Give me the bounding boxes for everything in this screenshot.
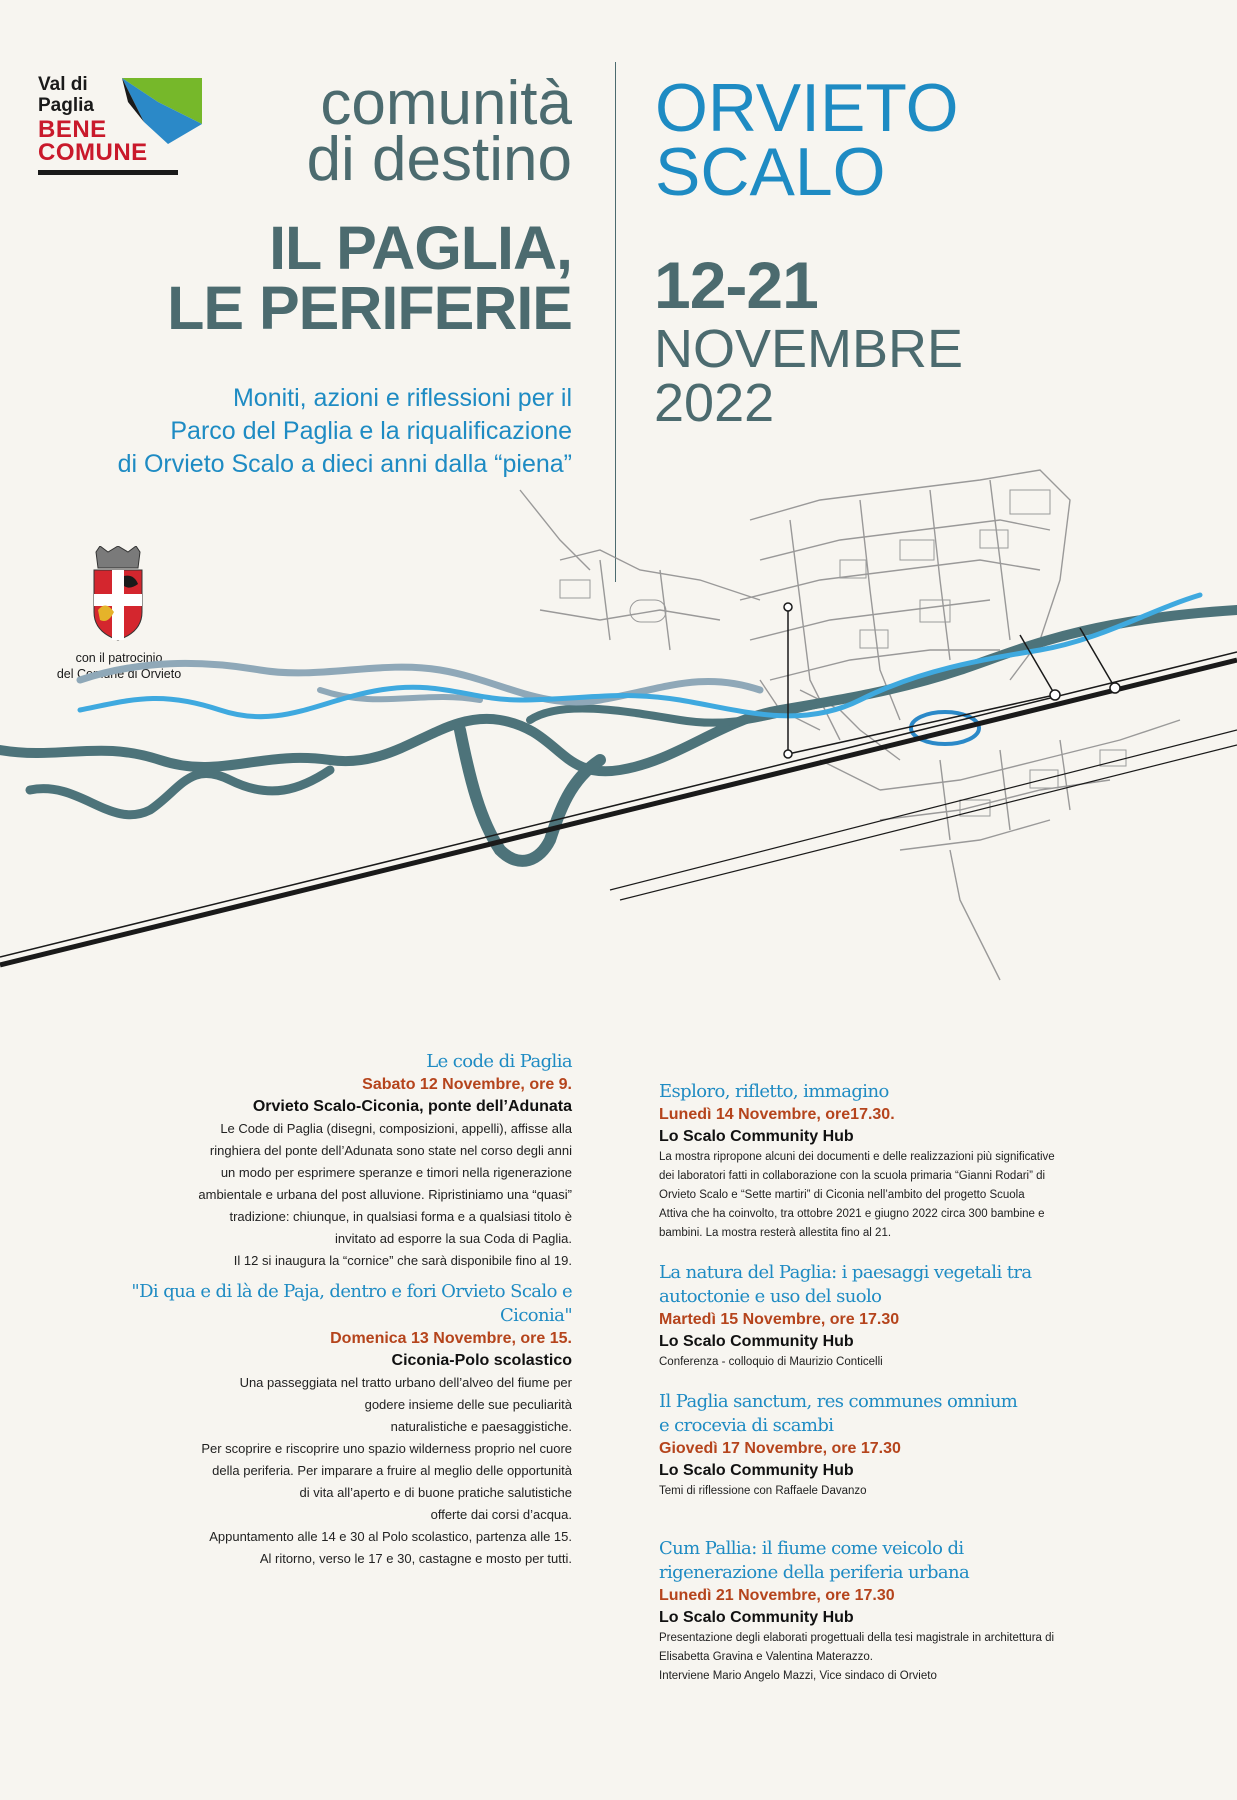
event-date: Martedì 15 Novembre, ore 17.30 — [659, 1311, 900, 1328]
event-title: Il Paglia sanctum, res communes omnium e crocevia di scambi — [659, 1391, 1018, 1436]
subtitle-line2: di destino — [306, 125, 572, 194]
event-body-line: ambientale e urbana del post alluvione. Ripristiniamo una “quasi” — [198, 1187, 572, 1202]
title-line2: LE PERIFERIE — [167, 274, 572, 342]
event-esploro — [659, 1080, 1159, 1243]
event-body-line: Orvieto Scalo e “Sette martiri” di Ciconia nell’ambito del progetto Scuola — [659, 1189, 1025, 1201]
event-body-line: naturalistiche e paesaggistiche. — [390, 1419, 572, 1434]
event-place: Orvieto Scalo-Ciconia, ponte dell’Adunata — [252, 1098, 572, 1115]
event-title: "Di qua e di là de Paja, dentro e fori Orvieto Scalo e Ciconia" — [131, 1281, 572, 1326]
event-title: Le code di Paglia — [426, 1051, 572, 1072]
val-di-paglia-logo — [38, 74, 208, 184]
event-body-line: un modo per esprimere speranze e timori nella rigenerazione — [220, 1165, 572, 1180]
event-paglia-sanctum — [659, 1390, 1159, 1501]
event-place: Lo Scalo Community Hub — [659, 1462, 854, 1479]
event-body-line: della periferia. Per imparare a fruire al meglio delle opportunità — [212, 1463, 572, 1478]
desc-line1: Moniti, azioni e riflessioni per il — [232, 384, 572, 412]
event-date: Domenica 13 Novembre, ore 15. — [330, 1330, 572, 1347]
event-body-line: Una passeggiata nel tratto urbano dell’alveo del fiume per — [239, 1375, 572, 1390]
event-description — [659, 1482, 1159, 1501]
event-description — [659, 1353, 1159, 1372]
right-events-column — [659, 1080, 1159, 1694]
location-title — [655, 70, 959, 210]
event-date: Lunedì 14 Novembre, ore17.30. — [659, 1106, 895, 1123]
road-markers — [784, 603, 1120, 758]
location-line1: ORVIETO — [655, 70, 959, 146]
event-place: Lo Scalo Community Hub — [659, 1128, 854, 1145]
event-body-line: di vita all’aperto e di buone pratiche salutistiche — [299, 1485, 572, 1500]
event-body-line: Conferenza - colloquio di Maurizio Conticelli — [659, 1356, 883, 1368]
event-description — [659, 1629, 1159, 1686]
event-body-line: invitato ad esporre la sua Coda di Paglia. — [334, 1231, 572, 1246]
event-body-line: Attiva che ha coinvolto, tra ottobre 2021 e giugno 2022 circa 300 bambine e — [659, 1208, 1045, 1220]
event-natura-paglia — [659, 1261, 1159, 1372]
event-code-di-paglia — [100, 1050, 572, 1272]
subtitle-line1: comunità — [320, 69, 572, 138]
event-body-line: La mostra ripropone alcuni dei documenti e delle realizzazioni più significative — [659, 1151, 1055, 1163]
event-date: Sabato 12 Novembre, ore 9. — [362, 1076, 572, 1093]
main-title — [150, 214, 572, 342]
river-map-illustration — [0, 460, 1237, 1080]
event-body-line: Appuntamento alle 14 e 30 al Polo scolastico, partenza alle 15. — [209, 1529, 572, 1544]
event-date: Giovedì 17 Novembre, ore 17.30 — [659, 1440, 901, 1457]
event-body-line: Al ritorno, verso le 17 e 30, castagne e mosto per tutti. — [259, 1551, 572, 1566]
event-place: Ciconia-Polo scolastico — [391, 1352, 572, 1369]
logo-wordmark — [38, 74, 94, 116]
event-body-line: Interviene Mario Angelo Mazzi, Vice sindaco di Orvieto — [659, 1670, 937, 1682]
event-place: Lo Scalo Community Hub — [659, 1333, 854, 1350]
event-description — [659, 1148, 1159, 1243]
event-description — [100, 1118, 572, 1272]
event-body-line: bambini. La mostra resterà allestita fino al 21. — [659, 1227, 892, 1239]
event-cum-pallia — [659, 1537, 1159, 1686]
patrocinio-line1: con il patrocinio — [75, 651, 163, 665]
title-line1: IL PAGLIA, — [269, 214, 572, 282]
desc-line3: di Orvieto Scalo a dieci anni dalla “piena” — [117, 450, 572, 478]
logo-line3: BENE — [38, 116, 107, 143]
event-title: Esploro, rifletto, immagino — [659, 1081, 889, 1102]
event-body-line: offerte dai corsi d’acqua. — [430, 1507, 572, 1522]
event-body-line: Temi di riflessione con Raffaele Davanzo — [659, 1485, 867, 1497]
event-body-line: Elisabetta Gravina e Valentina Materazzo. — [659, 1651, 873, 1663]
logo-flag-icon — [118, 78, 208, 148]
subtitle-comunita — [200, 69, 572, 194]
town-street-grid — [520, 470, 1180, 980]
event-body-line: dei laboratori fatti in collaborazione con la scuola primaria “Gianni Rodari” di — [659, 1170, 1046, 1182]
date-month: NOVEMBRE — [654, 319, 964, 379]
event-title: Cum Pallia: il fiume come veicolo di rigenerazione della periferia urbana — [659, 1538, 970, 1583]
event-body-line: Presentazione degli elaborati progettuali della tesi magistrale in architettura di — [659, 1632, 1055, 1644]
left-events-column — [100, 1050, 572, 1578]
event-body-line: Per scoprire e riscoprire uno spazio wilderness proprio nel cuore — [201, 1441, 572, 1456]
event-body-line: tradizione: chiunque, in qualsiasi forma e a qualsiasi titolo è — [229, 1209, 572, 1224]
event-title: La natura del Paglia: i paesaggi vegetali tra autoctonie e uso del suolo — [659, 1262, 1032, 1307]
date-range: 12-21 — [654, 248, 818, 322]
event-body-line: godere insieme delle sue peculiarità — [364, 1397, 572, 1412]
patrocinio-line2: del Comune di Orvieto — [56, 667, 182, 681]
event-description — [100, 1372, 572, 1570]
event-passeggiata — [100, 1280, 572, 1570]
logo-line4: COMUNE — [38, 139, 148, 166]
event-place: Lo Scalo Community Hub — [659, 1609, 854, 1626]
event-body-line: ringhiera del ponte dell’Adunata sono state nel corso degli anni — [209, 1143, 572, 1158]
date-year: 2022 — [654, 373, 775, 433]
date-month-year — [654, 319, 964, 433]
logo-line2: Paglia — [38, 95, 94, 116]
logo-underline — [38, 170, 178, 175]
desc-line2: Parco del Paglia e la riqualificazione — [170, 417, 572, 445]
event-body-line: Le Code di Paglia (disegni, composizioni, appelli), affisse alla — [220, 1121, 572, 1136]
location-line2: SCALO — [655, 134, 886, 210]
event-body-line: Il 12 si inaugura la “cornice” che sarà disponibile fino al 19. — [233, 1253, 572, 1268]
logo-line1: Val di — [38, 74, 88, 95]
event-date: Lunedì 21 Novembre, ore 17.30 — [659, 1587, 895, 1604]
